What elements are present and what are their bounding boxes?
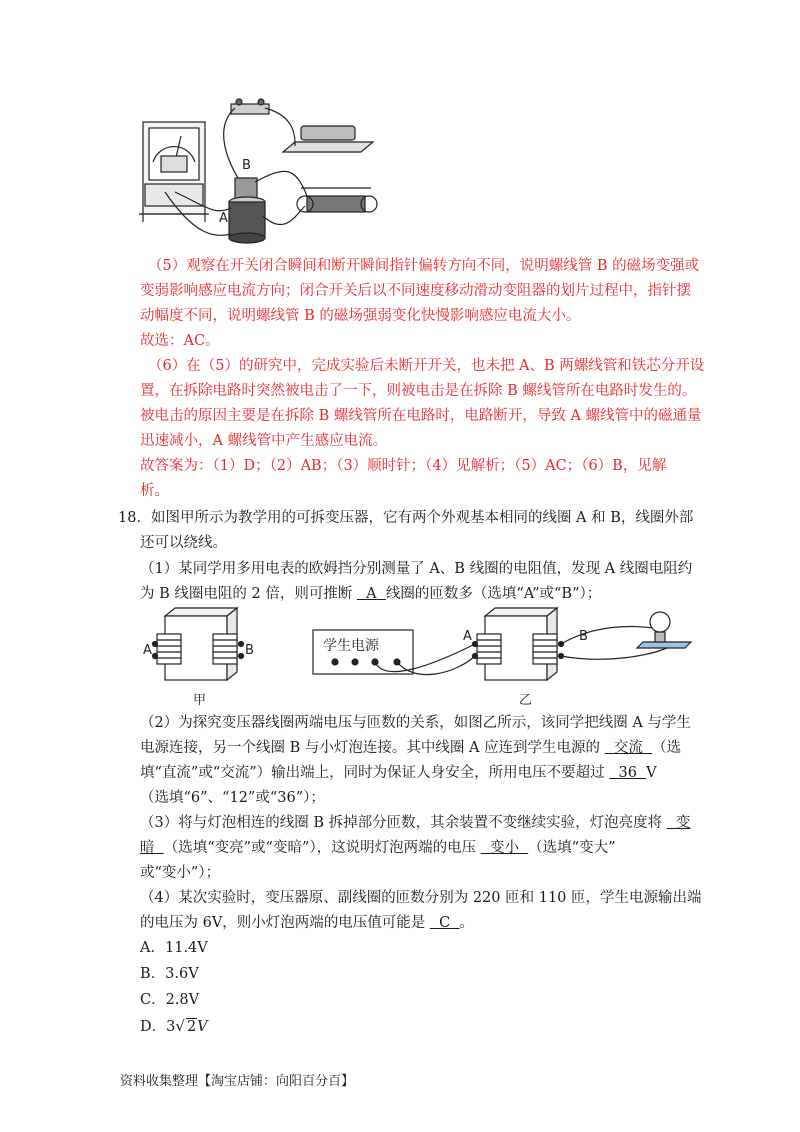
answer5-line3: 动幅度不同，说明螺线管 B 的磁场强弱变化快慢影响感应电流大小。	[140, 308, 581, 324]
q18-part3-line3: 或“变小”）；	[140, 865, 221, 881]
q18-part1-line1: （1）某同学用多用电表的欧姆挡分别测量了 A、B 线圈的电阻值，发现 A 线圈电阻约	[140, 561, 693, 577]
fig-yi-label-b: B	[579, 629, 588, 644]
answer5-choice: 故选：AC。	[140, 333, 220, 349]
answer-summary-line1: 故答案为：（1）D；（2）AB；（3）顺时针；（4）见解析；（5）AC；（6）B，见解	[140, 458, 667, 474]
q18-part3-line2: 暗 （选填“变亮”或“变暗”），这说明灯泡两端的电压 变小 （选填“变大”	[140, 840, 616, 856]
q18-part1-line2: 为 B 线圈电阻的 2 倍，则可推断 A 线圈的匝数多（选填“A”或“B”）；	[140, 586, 602, 602]
transformer-figure	[135, 604, 695, 712]
q18-part1-answer: A	[366, 586, 377, 602]
option-a: A．11.4V	[140, 940, 208, 956]
answer6-line2: 置，在拆除电路时突然被电击了一下，则被电击是在拆除 B 螺线管所在电路时发生的。	[140, 383, 697, 399]
q18-part3-answer1a: 变	[675, 815, 691, 831]
answer5-line2: 变弱影响感应电流方向；闭合开关后以不同速度移动滑动变阻器的划片过程中，指针摆	[140, 283, 691, 299]
answer-summary-line2: 析。	[140, 483, 169, 499]
q18-part2-line3: 填“直流”或“交流”）输出端上，同时为保证人身安全，所用电压不要超过 36 V	[140, 765, 657, 781]
option-b: B．3.6V	[140, 966, 199, 982]
power-supply-label: 学生电源	[323, 638, 379, 654]
fig-yi-caption: 乙	[519, 693, 533, 708]
answer6-line3: 被电击的原因主要是在拆除 B 螺线管所在电路时，电路断开，导致 A 螺线管中的磁通量	[140, 408, 702, 424]
q18-part2-answer2: 36	[618, 765, 637, 781]
q18-stem-line2: 还可以绕线。	[140, 535, 227, 551]
induction-experiment-figure	[135, 96, 385, 248]
q18-part2-answer1: 交流	[613, 740, 643, 756]
fig-jia-label-b: B	[245, 643, 254, 658]
fig-jia-caption: 甲	[193, 693, 207, 708]
q18-part3-answer2: 变小	[489, 840, 519, 856]
q18-part4-line1: （4）某次实验时，变压器原、副线圈的匝数分别为 220 匝和 110 匝，学生电源输出端	[140, 890, 702, 906]
q18-part3-line1: （3）将与灯泡相连的线圈 B 拆掉部分匝数，其余装置不变继续实验，灯泡亮度将 变	[140, 815, 691, 831]
q18-part2-line1: （2）为探究变压器线圈两端电压与匝数的关系，如图乙所示，该同学把线圈 A 与学生	[140, 715, 691, 731]
fig-yi-label-a: A	[463, 629, 472, 644]
fig-jia-label-a: A	[143, 643, 152, 658]
answer6-line1: （6）在（5）的研究中，完成实验后未断开开关，也未把 A、B 两螺线管和铁芯分开设	[148, 358, 705, 374]
q18-part4-line2: 的电压为 6V，则小灯泡两端的电压值可能是 C 。	[140, 915, 474, 931]
footer-source: 资料收集整理【淘宝店铺：向阳百分百】	[120, 1074, 355, 1089]
figure-label-b: B	[242, 158, 251, 173]
q18-part2-line4: （选填“6”、“12”或“36”）；	[140, 790, 325, 806]
answer5-line1: （5）观察在开关闭合瞬间和断开瞬间指针偏转方向不同，说明螺线管 B 的磁场变强或	[148, 258, 700, 274]
q18-part4-answer: C	[439, 915, 451, 931]
option-d: D．3√ 2V	[140, 1017, 208, 1035]
q18-part3-answer1b: 暗	[140, 840, 155, 856]
figure-label-a: A	[219, 211, 228, 226]
answer6-line4: 迅速减小，A 螺线管中产生感应电流。	[140, 433, 388, 449]
q18-part2-line2: 电源连接，另一个线圈 B 与小灯泡连接。其中线圈 A 应连到学生电源的 交流 （选	[140, 740, 682, 756]
option-c: C．2.8V	[140, 992, 200, 1008]
q18-stem-line1: 18．如图甲所示为教学用的可拆变压器，它有两个外观基本相同的线圈 A 和 B，线圈外部	[118, 510, 694, 526]
